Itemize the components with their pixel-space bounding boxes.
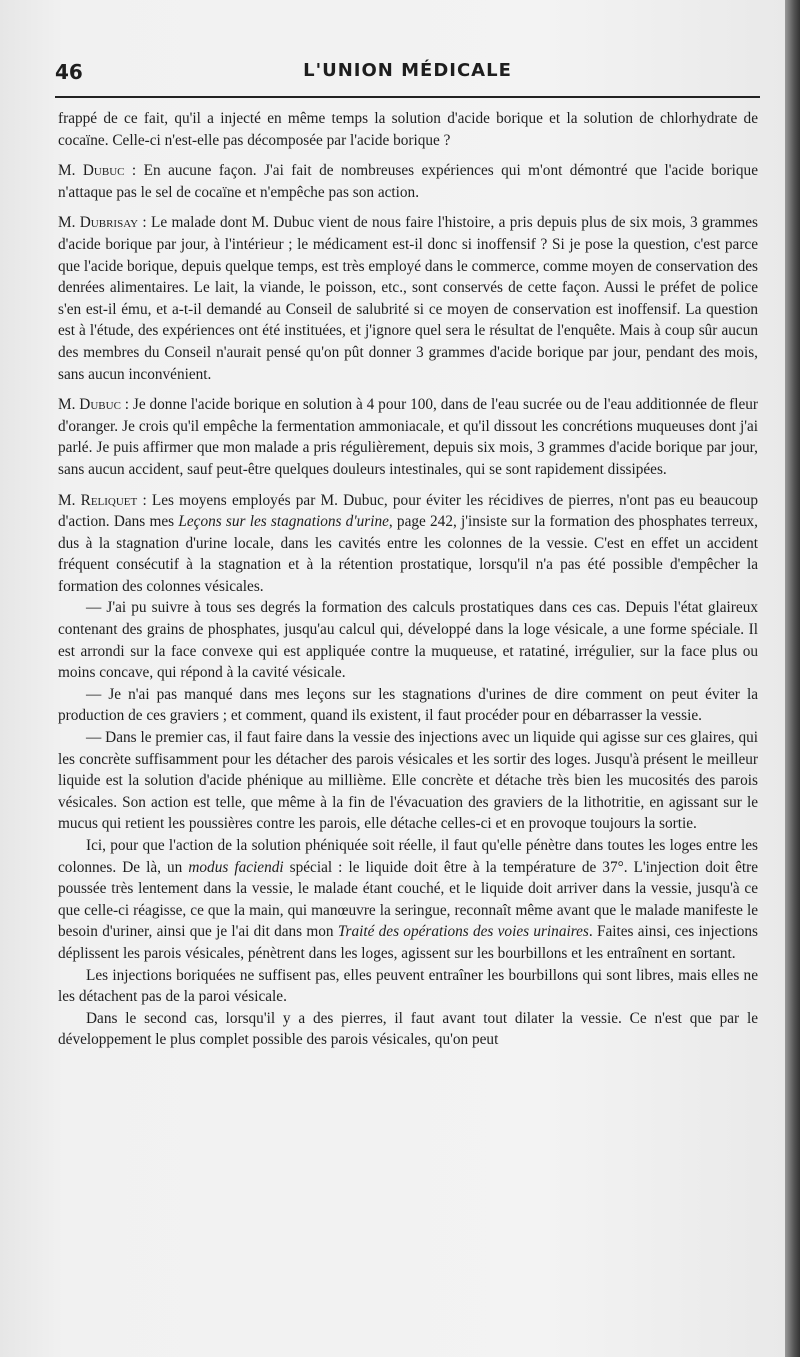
paragraph-text: . Faites ainsi, ces injections déplissent les parois vésicales, pénètrent dans les loges, agissent sur les bourbillons et les entraînent en sortant. (58, 923, 758, 962)
paragraph (58, 160, 758, 203)
paragraph (58, 108, 758, 151)
paragraph-text: — Dans le premier cas, il faut faire dans la vessie des injections avec un liquide qui agisse sur ces glaires, qui les concrète suffisamment pour les détacher des parois vésicales et les sortir des loges. Jusqu'à présent le meilleur liquide est la solution d'acide phénique au millième. Elle concrète et détache très bien les mucosités des parois vésicales. Son action est telle, que même à la fin de l'évacuation des graviers de la lithotritie, en agissant sur le mucus qui retient les poussières contre les parois, elle détache celles-ci et en provoque toujours la sortie. (58, 729, 758, 833)
paragraph-text: Dans le second cas, lorsqu'il y a des pierres, il faut avant tout dilater la vessie. Ce n'est que par le développement le plus complet possible des parois vésicales, qu'on peut (58, 1009, 758, 1049)
book-spine-edge (785, 0, 800, 1357)
latin-phrase: modus faciendi (188, 858, 284, 876)
speaker-name: M. Dubrisay (58, 214, 139, 232)
speaker-name: M. Reliquet (58, 491, 138, 509)
paragraph (58, 394, 758, 480)
page-number: 46 (55, 60, 83, 84)
paragraph-text: : En aucune façon. J'ai fait de nombreuses expériences qui m'ont démontré que l'acide borique n'attaque pas le sel de cocaïne et n'empêche pas son action. (58, 162, 758, 201)
running-head: L'UNION MÉDICALE (303, 60, 512, 81)
article-body (58, 108, 758, 1051)
speaker-name: M. Dubuc (58, 162, 125, 180)
paragraph-text: Ici, pour que l'action de la solution phéniquée soit réelle, il faut qu'elle pénètre dans toutes les loges entre les colonnes. De là, un (58, 837, 758, 876)
paragraph (58, 835, 758, 965)
paragraph (58, 597, 758, 683)
paragraph-text: : Le malade dont M. Dubuc vient de nous faire l'histoire, a pris depuis plus de six mois, 3 grammes d'acide borique par jour, à l'intérieur ; le médicament est-il donc si inoffensif ? Si je pose la question, c'est parce que l'acide borique, depuis quelque temps, est très employé dans le commerce, comme moyen de conservation des denrées alimentaires. Le lait, la viande, le poisson, etc., sont conservés de cette façon. Aussi le préfet de police s'en est-il ému, et a-t-il demandé au Conseil de salubrité si ce moyen de conservation est inoffensif. La question est à l'étude, des expériences ont été instituées, et j'ignore quel sera le résultat de l'enquête. Mais à coup sûr aucun des membres du Conseil n'aurait pensé qu'on pût donner 3 grammes d'acide borique par jour, pendant des mois, sans aucun inconvénient. (58, 214, 758, 383)
book-title: Traité des opérations des voies urinaires (337, 923, 589, 941)
paragraph (58, 727, 758, 835)
page-header (55, 58, 760, 92)
paragraph-text: — Je n'ai pas manqué dans mes leçons sur les stagnations d'urines de dire comment on peut éviter la production de ces graviers ; et comment, quand ils existent, il faut procéder pour en débarrasser la vessie. (58, 685, 758, 725)
paragraph-text: , page 242, j'insiste sur la formation des phosphates terreux, dus à la stagnation d'urine locale, dans les cavités entre les colonnes de la vessie. C'est en effet un accident fréquent consécutif à la stagnation et à la rétention prostatique, lorsqu'il n'a pas été possible d'empêcher la formation des colonnes vésicales. (58, 513, 759, 595)
paragraph-text: : Je donne l'acide borique en solution à 4 pour 100, dans de l'eau sucrée ou de l'eau additionnée de fleur d'oranger. Je crois qu'il empêche la fermentation ammoniacale, et qu'il dissout les concrétions muqueuses dont j'ai parlé. Je puis affirmer que mon malade a pris régulièrement, depuis six mois, 3 grammes d'acide borique par jour, sans aucun accident, sauf peut-être quelques douleurs intestinales, qui se sont rapidement dissipées. (58, 396, 758, 478)
paragraph (58, 684, 758, 727)
paragraph (58, 490, 758, 598)
speaker-name: M. Dubuc (58, 396, 121, 414)
paragraph-text: : Les moyens employés par M. Dubuc, pour éviter les récidives de pierres, n'ont pas eu beaucoup d'action. Dans mes (58, 491, 758, 531)
paragraph-text: frappé de ce fait, qu'il a injecté en même temps la solution d'acide borique et la solution de chlorhydrate de cocaïne. Celle-ci n'est-elle pas décomposée par l'acide borique ? (58, 110, 758, 149)
paragraph (58, 1008, 758, 1051)
paragraph-text: spécial : le liquide doit être à la température de 37°. L'injection doit être poussée très lentement dans la vessie, le malade étant couché, et le liquide doit arriver dans la vessie, jusqu'à ce que celle-ci réagisse, ce que la main, qui manœuvre la seringue, reconnaît même avant que le malade manifeste le besoin d'uriner, ainsi que je l'ai dit dans mon (58, 858, 759, 941)
paragraph-text: Les injections boriquées ne suffisent pas, elles peuvent entraîner les bourbillons qui sont libres, mais elles ne les détachent pas de la paroi vésicale. (58, 966, 758, 1006)
book-title: Leçons sur les stagnations d'urine (178, 513, 389, 531)
paragraph-text: — J'ai pu suivre à tous ses degrés la formation des calculs prostatiques dans ces cas. Depuis l'état glaireux contenant des grains de phosphates, jusqu'au calcul qui, développé dans la loge vésicale, a une forme spéciale. Il est arrondi sur la face convexe qui est appliquée contre la muqueuse, et ratatiné, irrégulier, sur la face plus ou moins concave, qui répond à la cavité vésicale. (58, 599, 758, 682)
paragraph (58, 212, 758, 385)
header-rule (55, 96, 760, 98)
paragraph (58, 965, 758, 1008)
